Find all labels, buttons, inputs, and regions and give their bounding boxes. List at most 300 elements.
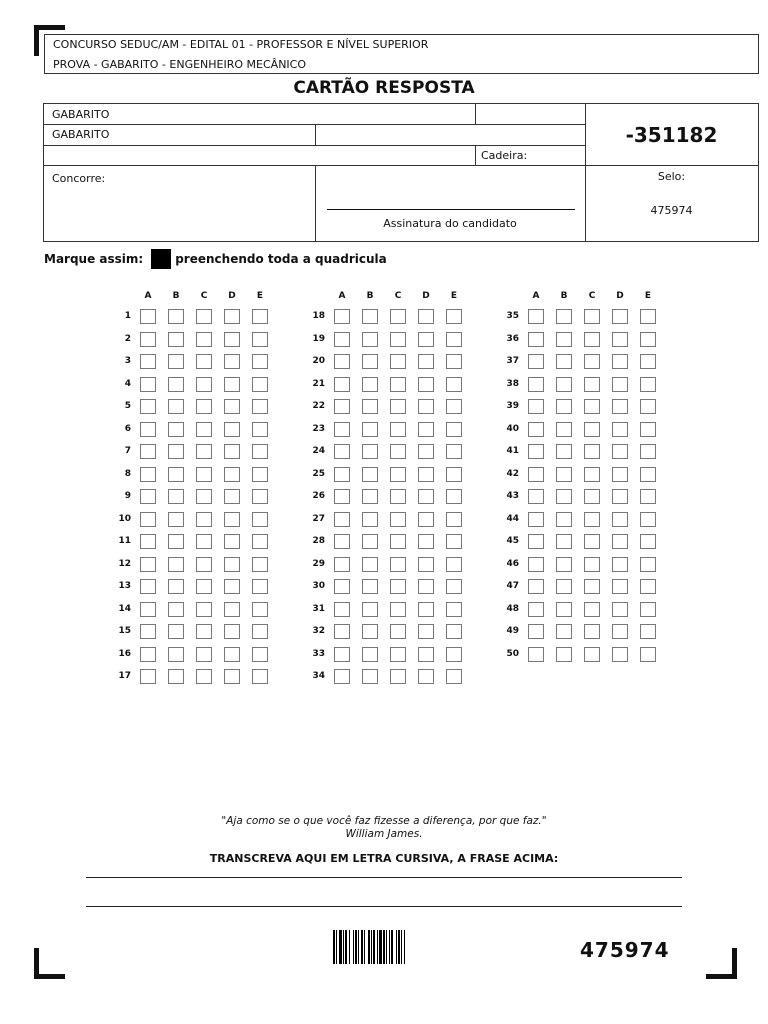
option-header-c: C bbox=[588, 291, 596, 301]
quote-text: "Aja como se o que você faz fizesse a diferença, por que faz." bbox=[221, 815, 547, 827]
answer-box-q3-a[interactable] bbox=[140, 354, 156, 369]
answer-box-q50-b[interactable] bbox=[556, 647, 572, 662]
answer-box-q30-b[interactable] bbox=[362, 579, 378, 594]
answer-box-q45-a[interactable] bbox=[528, 534, 544, 549]
answer-box-q48-e[interactable] bbox=[640, 602, 656, 617]
option-header-a: A bbox=[144, 291, 152, 301]
answer-box-q11-c[interactable] bbox=[196, 534, 212, 549]
answer-box-q24-a[interactable] bbox=[334, 444, 350, 459]
answer-box-q6-b[interactable] bbox=[168, 422, 184, 437]
question-number: 5 bbox=[124, 401, 131, 411]
answer-box-q27-e[interactable] bbox=[446, 512, 462, 527]
answer-box-q38-c[interactable] bbox=[584, 377, 600, 392]
answer-box-q15-b[interactable] bbox=[168, 624, 184, 639]
answer-box-q41-b[interactable] bbox=[556, 444, 572, 459]
option-header-a: A bbox=[338, 291, 346, 301]
answer-box-q46-a[interactable] bbox=[528, 557, 544, 572]
answer-box-q16-b[interactable] bbox=[168, 647, 184, 662]
answer-box-q10-b[interactable] bbox=[168, 512, 184, 527]
answer-box-q29-a[interactable] bbox=[334, 557, 350, 572]
answer-box-q36-e[interactable] bbox=[640, 332, 656, 347]
answer-box-q21-b[interactable] bbox=[362, 377, 378, 392]
answer-box-q31-b[interactable] bbox=[362, 602, 378, 617]
answer-box-q9-c[interactable] bbox=[196, 489, 212, 504]
question-number: 32 bbox=[312, 626, 325, 636]
answer-box-q36-d[interactable] bbox=[612, 332, 628, 347]
registration-mark-bottom-right bbox=[706, 948, 737, 979]
answer-box-q3-b[interactable] bbox=[168, 354, 184, 369]
answer-box-q28-e[interactable] bbox=[446, 534, 462, 549]
answer-box-q4-c[interactable] bbox=[196, 377, 212, 392]
answer-box-q33-a[interactable] bbox=[334, 647, 350, 662]
answer-box-q31-c[interactable] bbox=[390, 602, 406, 617]
question-number: 49 bbox=[506, 626, 519, 636]
answer-box-q25-d[interactable] bbox=[418, 467, 434, 482]
answer-box-q28-b[interactable] bbox=[362, 534, 378, 549]
answer-box-q47-e[interactable] bbox=[640, 579, 656, 594]
answer-box-q28-d[interactable] bbox=[418, 534, 434, 549]
question-number: 12 bbox=[118, 558, 131, 569]
answer-box-q37-e[interactable] bbox=[640, 354, 656, 369]
answer-box-q37-a[interactable] bbox=[528, 354, 544, 369]
option-header-b: B bbox=[366, 291, 374, 301]
answer-box-q27-b[interactable] bbox=[362, 512, 378, 527]
answer-box-q37-b[interactable] bbox=[556, 354, 572, 369]
answer-box-q38-e[interactable] bbox=[640, 377, 656, 392]
answer-box-q4-b[interactable] bbox=[168, 377, 184, 392]
answer-box-q5-b[interactable] bbox=[168, 399, 184, 414]
answer-box-q36-c[interactable] bbox=[584, 332, 600, 347]
answer-box-q10-a[interactable] bbox=[140, 512, 156, 527]
question-number: 17 bbox=[118, 671, 131, 681]
answer-box-q1-e[interactable] bbox=[252, 309, 268, 324]
answer-box-q32-e[interactable] bbox=[446, 624, 462, 639]
answer-box-q22-a[interactable] bbox=[334, 399, 350, 414]
registration-mark-bottom-left bbox=[34, 948, 65, 979]
answer-box-q40-a[interactable] bbox=[528, 422, 544, 437]
question-number: 36 bbox=[506, 333, 519, 344]
answer-box-q15-c[interactable] bbox=[196, 624, 212, 639]
answer-box-q50-c[interactable] bbox=[584, 647, 600, 662]
answer-box-q31-d[interactable] bbox=[418, 602, 434, 617]
answer-box-q22-e[interactable] bbox=[446, 399, 462, 414]
answer-box-q34-d[interactable] bbox=[418, 669, 434, 684]
transcribe-line-2[interactable] bbox=[86, 906, 682, 907]
candidate-info-grid bbox=[43, 103, 759, 242]
answer-box-q5-c[interactable] bbox=[196, 399, 212, 414]
question-number: 25 bbox=[312, 468, 325, 479]
answer-box-q34-c[interactable] bbox=[390, 669, 406, 684]
answer-box-q46-c[interactable] bbox=[584, 557, 600, 572]
answer-box-q33-c[interactable] bbox=[390, 647, 406, 662]
answer-box-q48-a[interactable] bbox=[528, 602, 544, 617]
answer-box-q18-b[interactable] bbox=[362, 309, 378, 324]
answer-box-q34-b[interactable] bbox=[362, 669, 378, 684]
answer-box-q44-a[interactable] bbox=[528, 512, 544, 527]
answer-box-q25-b[interactable] bbox=[362, 467, 378, 482]
answer-box-q31-a[interactable] bbox=[334, 602, 350, 617]
answer-box-q15-d[interactable] bbox=[224, 624, 240, 639]
answer-box-q8-e[interactable] bbox=[252, 467, 268, 482]
answer-box-q23-e[interactable] bbox=[446, 422, 462, 437]
answer-box-q17-b[interactable] bbox=[168, 669, 184, 684]
gabarito-label-1: GABARITO bbox=[52, 108, 110, 121]
answer-box-q29-c[interactable] bbox=[390, 557, 406, 572]
answer-box-q9-e[interactable] bbox=[252, 489, 268, 504]
answer-box-q41-a[interactable] bbox=[528, 444, 544, 459]
answer-box-q42-a[interactable] bbox=[528, 467, 544, 482]
answer-box-q1-d[interactable] bbox=[224, 309, 240, 324]
answer-box-q44-b[interactable] bbox=[556, 512, 572, 527]
question-number: 20 bbox=[312, 356, 325, 366]
answer-box-q48-c[interactable] bbox=[584, 602, 600, 617]
answer-box-q17-c[interactable] bbox=[196, 669, 212, 684]
answer-box-q48-d[interactable] bbox=[612, 602, 628, 617]
answer-box-q6-c[interactable] bbox=[196, 422, 212, 437]
answer-box-q11-b[interactable] bbox=[168, 534, 184, 549]
answer-box-q2-e[interactable] bbox=[252, 332, 268, 347]
answer-box-q17-a[interactable] bbox=[140, 669, 156, 684]
option-header-a: A bbox=[532, 291, 540, 301]
answer-box-q2-b[interactable] bbox=[168, 332, 184, 347]
mark-hint: preenchendo toda a quadricula bbox=[175, 252, 387, 266]
answer-box-q26-d[interactable] bbox=[418, 489, 434, 504]
answer-box-q27-a[interactable] bbox=[334, 512, 350, 527]
answer-box-q22-d[interactable] bbox=[418, 399, 434, 414]
answer-box-q6-d[interactable] bbox=[224, 422, 240, 437]
answer-box-q13-c[interactable] bbox=[196, 579, 212, 594]
answer-box-q14-e[interactable] bbox=[252, 602, 268, 617]
answer-box-q39-c[interactable] bbox=[584, 399, 600, 414]
concorre-label: Concorre: bbox=[52, 172, 106, 185]
answer-box-q8-d[interactable] bbox=[224, 467, 240, 482]
answer-box-q36-a[interactable] bbox=[528, 332, 544, 347]
answer-box-q12-a[interactable] bbox=[140, 557, 156, 572]
answer-box-q21-d[interactable] bbox=[418, 377, 434, 392]
answer-box-q38-d[interactable] bbox=[612, 377, 628, 392]
answer-box-q7-d[interactable] bbox=[224, 444, 240, 459]
answer-box-q29-e[interactable] bbox=[446, 557, 462, 572]
answer-box-q36-b[interactable] bbox=[556, 332, 572, 347]
quote-author: William James. bbox=[345, 828, 423, 840]
answer-box-q23-c[interactable] bbox=[390, 422, 406, 437]
answer-box-q33-b[interactable] bbox=[362, 647, 378, 662]
answer-box-q32-b[interactable] bbox=[362, 624, 378, 639]
answer-box-q42-b[interactable] bbox=[556, 467, 572, 482]
answer-box-q11-e[interactable] bbox=[252, 534, 268, 549]
answer-box-q43-b[interactable] bbox=[556, 489, 572, 504]
answer-box-q27-d[interactable] bbox=[418, 512, 434, 527]
answer-box-q2-d[interactable] bbox=[224, 332, 240, 347]
answer-box-q24-c[interactable] bbox=[390, 444, 406, 459]
question-number: 35 bbox=[506, 311, 519, 321]
answer-box-q49-d[interactable] bbox=[612, 624, 628, 639]
answer-box-q35-c[interactable] bbox=[584, 309, 600, 324]
answer-box-q42-c[interactable] bbox=[584, 467, 600, 482]
answer-box-q45-d[interactable] bbox=[612, 534, 628, 549]
question-number: 38 bbox=[506, 378, 519, 389]
answer-box-q42-e[interactable] bbox=[640, 467, 656, 482]
answer-box-q44-e[interactable] bbox=[640, 512, 656, 527]
answer-box-q46-b[interactable] bbox=[556, 557, 572, 572]
answer-box-q48-b[interactable] bbox=[556, 602, 572, 617]
answer-box-q30-a[interactable] bbox=[334, 579, 350, 594]
answer-box-q40-b[interactable] bbox=[556, 422, 572, 437]
answer-box-q32-c[interactable] bbox=[390, 624, 406, 639]
answer-box-q12-d[interactable] bbox=[224, 557, 240, 572]
answer-box-q20-a[interactable] bbox=[334, 354, 350, 369]
answer-box-q25-a[interactable] bbox=[334, 467, 350, 482]
answer-box-q3-c[interactable] bbox=[196, 354, 212, 369]
answer-box-q16-d[interactable] bbox=[224, 647, 240, 662]
transcribe-line-1[interactable] bbox=[86, 877, 682, 878]
answer-box-q39-a[interactable] bbox=[528, 399, 544, 414]
answer-box-q43-d[interactable] bbox=[612, 489, 628, 504]
answer-box-q2-c[interactable] bbox=[196, 332, 212, 347]
footer-number: 475974 bbox=[580, 938, 670, 962]
answer-box-q31-e[interactable] bbox=[446, 602, 462, 617]
answer-box-q7-b[interactable] bbox=[168, 444, 184, 459]
answer-box-q16-a[interactable] bbox=[140, 647, 156, 662]
exam-header-line1: CONCURSO SEDUC/AM - EDITAL 01 - PROFESSOR E NÍVEL SUPERIOR bbox=[53, 38, 429, 51]
answer-box-q1-b[interactable] bbox=[168, 309, 184, 324]
answer-box-q14-b[interactable] bbox=[168, 602, 184, 617]
answer-box-q21-a[interactable] bbox=[334, 377, 350, 392]
answer-box-q43-c[interactable] bbox=[584, 489, 600, 504]
answer-box-q23-b[interactable] bbox=[362, 422, 378, 437]
answer-box-q33-d[interactable] bbox=[418, 647, 434, 662]
question-number: 29 bbox=[312, 558, 325, 569]
answer-box-q34-a[interactable] bbox=[334, 669, 350, 684]
answer-box-q14-a[interactable] bbox=[140, 602, 156, 617]
answer-box-q8-c[interactable] bbox=[196, 467, 212, 482]
answer-box-q5-e[interactable] bbox=[252, 399, 268, 414]
answer-box-q49-e[interactable] bbox=[640, 624, 656, 639]
answer-box-q25-c[interactable] bbox=[390, 467, 406, 482]
question-number: 33 bbox=[312, 648, 325, 659]
answer-box-q20-b[interactable] bbox=[362, 354, 378, 369]
answer-box-q19-e[interactable] bbox=[446, 332, 462, 347]
answer-box-q5-a[interactable] bbox=[140, 399, 156, 414]
answer-box-q41-d[interactable] bbox=[612, 444, 628, 459]
answer-box-q30-e[interactable] bbox=[446, 579, 462, 594]
answer-box-q44-d[interactable] bbox=[612, 512, 628, 527]
answer-box-q18-c[interactable] bbox=[390, 309, 406, 324]
answer-box-q18-a[interactable] bbox=[334, 309, 350, 324]
option-header-e: E bbox=[450, 291, 458, 301]
answer-box-q26-b[interactable] bbox=[362, 489, 378, 504]
answer-box-q12-e[interactable] bbox=[252, 557, 268, 572]
answer-box-q29-b[interactable] bbox=[362, 557, 378, 572]
answer-box-q22-c[interactable] bbox=[390, 399, 406, 414]
answer-box-q45-b[interactable] bbox=[556, 534, 572, 549]
answer-box-q3-d[interactable] bbox=[224, 354, 240, 369]
barcode bbox=[333, 930, 441, 964]
answer-box-q50-a[interactable] bbox=[528, 647, 544, 662]
answer-box-q43-a[interactable] bbox=[528, 489, 544, 504]
answer-box-q43-e[interactable] bbox=[640, 489, 656, 504]
answer-box-q28-c[interactable] bbox=[390, 534, 406, 549]
question-number: 31 bbox=[312, 603, 325, 614]
answer-box-q10-c[interactable] bbox=[196, 512, 212, 527]
answer-box-q9-b[interactable] bbox=[168, 489, 184, 504]
answer-box-q40-e[interactable] bbox=[640, 422, 656, 437]
answer-box-q49-a[interactable] bbox=[528, 624, 544, 639]
answer-box-q29-d[interactable] bbox=[418, 557, 434, 572]
answer-box-q44-c[interactable] bbox=[584, 512, 600, 527]
answer-box-q45-e[interactable] bbox=[640, 534, 656, 549]
option-header-d: D bbox=[616, 291, 624, 301]
answer-box-q24-b[interactable] bbox=[362, 444, 378, 459]
answer-box-q7-a[interactable] bbox=[140, 444, 156, 459]
answer-box-q14-c[interactable] bbox=[196, 602, 212, 617]
answer-box-q47-d[interactable] bbox=[612, 579, 628, 594]
answer-box-q47-b[interactable] bbox=[556, 579, 572, 594]
mark-label: Marque assim: bbox=[44, 252, 144, 266]
answer-box-q49-c[interactable] bbox=[584, 624, 600, 639]
answer-box-q35-d[interactable] bbox=[612, 309, 628, 324]
answer-box-q41-e[interactable] bbox=[640, 444, 656, 459]
answer-box-q23-a[interactable] bbox=[334, 422, 350, 437]
answer-box-q19-d[interactable] bbox=[418, 332, 434, 347]
answer-box-q24-e[interactable] bbox=[446, 444, 462, 459]
answer-box-q16-e[interactable] bbox=[252, 647, 268, 662]
answer-box-q28-a[interactable] bbox=[334, 534, 350, 549]
answer-box-q8-b[interactable] bbox=[168, 467, 184, 482]
answer-box-q15-a[interactable] bbox=[140, 624, 156, 639]
answer-box-q38-a[interactable] bbox=[528, 377, 544, 392]
question-number: 30 bbox=[312, 581, 325, 591]
answer-box-q39-e[interactable] bbox=[640, 399, 656, 414]
answer-box-q49-b[interactable] bbox=[556, 624, 572, 639]
answer-box-q32-a[interactable] bbox=[334, 624, 350, 639]
answer-box-q4-a[interactable] bbox=[140, 377, 156, 392]
answer-box-q6-a[interactable] bbox=[140, 422, 156, 437]
answer-box-q19-a[interactable] bbox=[334, 332, 350, 347]
answer-box-q37-d[interactable] bbox=[612, 354, 628, 369]
question-number: 6 bbox=[124, 423, 131, 434]
answer-box-q26-a[interactable] bbox=[334, 489, 350, 504]
answer-box-q19-c[interactable] bbox=[390, 332, 406, 347]
answer-box-q12-c[interactable] bbox=[196, 557, 212, 572]
answer-box-q21-c[interactable] bbox=[390, 377, 406, 392]
answer-box-q1-a[interactable] bbox=[140, 309, 156, 324]
answer-box-q13-e[interactable] bbox=[252, 579, 268, 594]
answer-box-q24-d[interactable] bbox=[418, 444, 434, 459]
answer-box-q2-a[interactable] bbox=[140, 332, 156, 347]
answer-box-q23-d[interactable] bbox=[418, 422, 434, 437]
question-number: 28 bbox=[312, 536, 325, 546]
answer-box-q26-e[interactable] bbox=[446, 489, 462, 504]
answer-box-q7-c[interactable] bbox=[196, 444, 212, 459]
answer-box-q17-d[interactable] bbox=[224, 669, 240, 684]
answer-box-q16-c[interactable] bbox=[196, 647, 212, 662]
answer-box-q35-e[interactable] bbox=[640, 309, 656, 324]
answer-box-q32-d[interactable] bbox=[418, 624, 434, 639]
answer-box-q10-e[interactable] bbox=[252, 512, 268, 527]
answer-box-q39-b[interactable] bbox=[556, 399, 572, 414]
question-number: 39 bbox=[506, 401, 519, 411]
answer-box-q20-e[interactable] bbox=[446, 354, 462, 369]
question-number: 47 bbox=[506, 581, 519, 591]
question-number: 16 bbox=[118, 648, 131, 659]
answer-box-q50-e[interactable] bbox=[640, 647, 656, 662]
answer-box-q11-a[interactable] bbox=[140, 534, 156, 549]
question-number: 7 bbox=[124, 446, 131, 456]
answer-box-q35-b[interactable] bbox=[556, 309, 572, 324]
answer-box-q5-d[interactable] bbox=[224, 399, 240, 414]
answer-box-q46-d[interactable] bbox=[612, 557, 628, 572]
answer-box-q4-d[interactable] bbox=[224, 377, 240, 392]
exam-header-line2: PROVA - GABARITO - ENGENHEIRO MECÂNICO bbox=[53, 58, 306, 71]
question-number: 22 bbox=[312, 401, 325, 411]
gabarito-label-2: GABARITO bbox=[52, 128, 110, 141]
answer-box-q30-c[interactable] bbox=[390, 579, 406, 594]
answer-box-q40-d[interactable] bbox=[612, 422, 628, 437]
answer-box-q50-d[interactable] bbox=[612, 647, 628, 662]
answer-box-q21-e[interactable] bbox=[446, 377, 462, 392]
option-header-b: B bbox=[560, 291, 568, 301]
answer-box-q47-a[interactable] bbox=[528, 579, 544, 594]
answer-box-q9-a[interactable] bbox=[140, 489, 156, 504]
question-number: 26 bbox=[312, 491, 325, 501]
answer-box-q18-d[interactable] bbox=[418, 309, 434, 324]
answer-box-q14-d[interactable] bbox=[224, 602, 240, 617]
answer-box-q37-c[interactable] bbox=[584, 354, 600, 369]
answer-box-q20-c[interactable] bbox=[390, 354, 406, 369]
answer-box-q38-b[interactable] bbox=[556, 377, 572, 392]
answer-box-q13-d[interactable] bbox=[224, 579, 240, 594]
answer-box-q3-e[interactable] bbox=[252, 354, 268, 369]
answer-box-q13-b[interactable] bbox=[168, 579, 184, 594]
question-number: 23 bbox=[312, 423, 325, 434]
answer-box-q8-a[interactable] bbox=[140, 467, 156, 482]
answer-box-q33-e[interactable] bbox=[446, 647, 462, 662]
exam-header bbox=[44, 34, 759, 74]
answer-box-q42-d[interactable] bbox=[612, 467, 628, 482]
answer-box-q46-e[interactable] bbox=[640, 557, 656, 572]
question-number: 40 bbox=[506, 423, 519, 434]
answer-box-q25-e[interactable] bbox=[446, 467, 462, 482]
answer-box-q1-c[interactable] bbox=[196, 309, 212, 324]
answer-box-q6-e[interactable] bbox=[252, 422, 268, 437]
answer-box-q30-d[interactable] bbox=[418, 579, 434, 594]
answer-box-q19-b[interactable] bbox=[362, 332, 378, 347]
answer-box-q10-d[interactable] bbox=[224, 512, 240, 527]
answer-box-q22-b[interactable] bbox=[362, 399, 378, 414]
answer-box-q18-e[interactable] bbox=[446, 309, 462, 324]
answer-box-q15-e[interactable] bbox=[252, 624, 268, 639]
answer-box-q20-d[interactable] bbox=[418, 354, 434, 369]
answer-box-q27-c[interactable] bbox=[390, 512, 406, 527]
answer-box-q34-e[interactable] bbox=[446, 669, 462, 684]
answer-box-q4-e[interactable] bbox=[252, 377, 268, 392]
answer-box-q12-b[interactable] bbox=[168, 557, 184, 572]
answer-box-q39-d[interactable] bbox=[612, 399, 628, 414]
answer-box-q26-c[interactable] bbox=[390, 489, 406, 504]
answer-box-q7-e[interactable] bbox=[252, 444, 268, 459]
answer-box-q9-d[interactable] bbox=[224, 489, 240, 504]
answer-box-q41-c[interactable] bbox=[584, 444, 600, 459]
answer-box-q35-a[interactable] bbox=[528, 309, 544, 324]
answer-box-q40-c[interactable] bbox=[584, 422, 600, 437]
answer-box-q17-e[interactable] bbox=[252, 669, 268, 684]
question-number: 41 bbox=[506, 446, 519, 456]
answer-box-q45-c[interactable] bbox=[584, 534, 600, 549]
answer-box-q13-a[interactable] bbox=[140, 579, 156, 594]
answer-box-q11-d[interactable] bbox=[224, 534, 240, 549]
answer-box-q47-c[interactable] bbox=[584, 579, 600, 594]
